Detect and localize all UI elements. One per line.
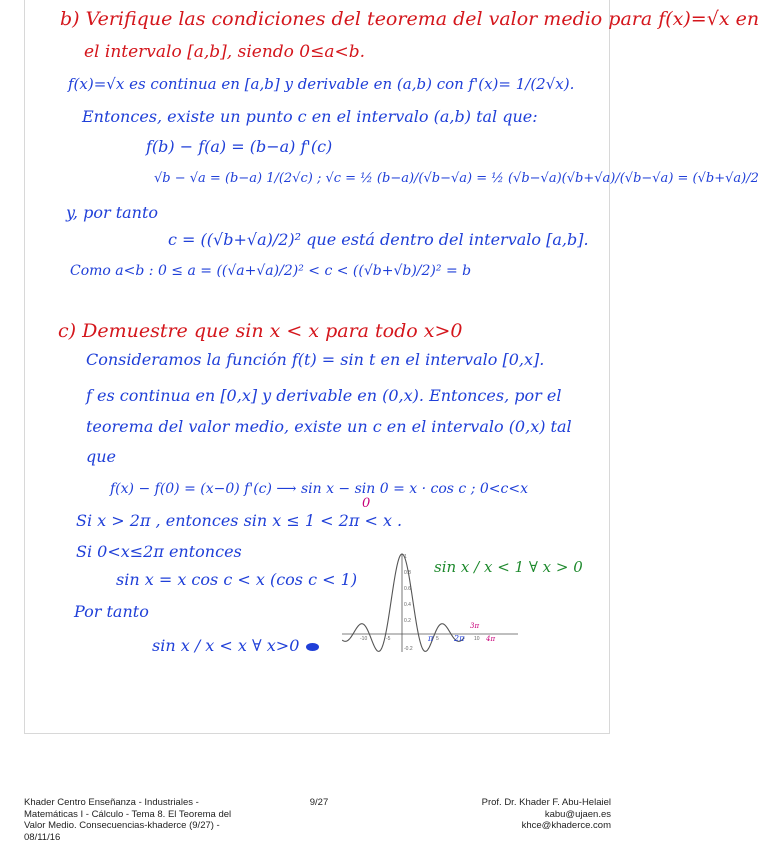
y-tick-0-4: 0.4 [404, 602, 411, 608]
y-tick-1: 1 [404, 554, 407, 560]
b-line-3: y, por tanto [66, 203, 159, 222]
footer-email-1: kabu@ujaen.es [544, 808, 611, 820]
c-line-1: Consideramos la función f(t) = sin t en el intervalo [0,x]. [86, 350, 545, 369]
c-line-2: f es continua en [0,x] y derivable en (0,x). Entonces, por el [86, 386, 562, 405]
b-eq-3: c = ((√b+√a)/2)² que está dentro del intervalo [a,b]. [168, 230, 589, 249]
c-line-4: que [86, 447, 117, 466]
footer-email-2: khce@khaderce.com [521, 820, 611, 831]
pink-3pi: 3π [470, 622, 480, 630]
c-conclusion: sin x / x < x ∀ x>0 [152, 636, 300, 655]
x-tick-neg-10: -10 [360, 636, 368, 642]
green-note: sin x / x < 1 ∀ x > 0 [434, 558, 583, 576]
c-eq-2: sin x = x cos c < x (cos c < 1) [116, 570, 358, 589]
x-tick-10: 10 [474, 636, 480, 642]
footer-left-line-1: Khader Centro Enseñanza - Industriales - [24, 797, 199, 808]
footer-left [24, 797, 274, 843]
footer-left-line-4: 08/11/16 [24, 831, 61, 843]
b-heading: b) Verifique las condiciones del teorema del valor medio para f(x)=√x en [60, 8, 759, 30]
y-tick-neg-0-2: -0.2 [404, 646, 413, 652]
c-line-6: Si 0<x≤2π entonces [76, 542, 242, 561]
x-tick-5: 5 [436, 636, 439, 642]
x-tick-pi: π [428, 634, 434, 643]
c-sin0-zero: 0 [362, 496, 371, 511]
c-eq-1: f(x) − f(0) = (x−0) f'(c) ⟶ sin x − sin 0 = x · cos c ; 0<c<x [110, 481, 528, 497]
y-tick-0-2: 0.2 [404, 618, 411, 624]
b-eq-1: f(b) − f(a) = (b−a) f'(c) [146, 137, 333, 156]
b-eq-2: √b − √a = (b−a) 1/(2√c) ; √c = ½ (b−a)/(√b−√a) = ½ (√b−√a)(√b+√a)/(√b−√a) = (√b+√a)/2 [154, 171, 759, 186]
y-tick-0-6: 0.6 [404, 586, 411, 592]
footer-page-number: 9/27 [309, 797, 329, 808]
c-line-7: Por tanto [74, 602, 149, 621]
c-line-5: Si x > 2π , entonces sin x ≤ 1 < 2π < x . [76, 511, 403, 530]
footer-author: Prof. Dr. Khader F. Abu-Helaiel [481, 797, 611, 808]
b-line-2: Entonces, existe un punto c en el intervalo (a,b) tal que: [82, 107, 538, 126]
c-line-3: teorema del valor medio, existe un c en el intervalo (0,x) tal [86, 417, 572, 436]
pink-4pi: 4π [486, 635, 496, 643]
x-tick-neg-5: -5 [386, 636, 391, 642]
b-heading-cont: el intervalo [a,b], siendo 0≤a<b. [84, 42, 366, 62]
ink-dot [306, 643, 319, 651]
sinc-graph [340, 552, 520, 657]
footer-left-line-2: Matemáticas I - Cálculo - Tema 8. El Teorema del [24, 808, 232, 820]
b-line-4: Como a<b : 0 ≤ a = ((√a+√a)/2)² < c < ((√b+√b)/2)² = b [70, 263, 472, 279]
footer-right [391, 797, 611, 832]
x-tick-2pi: 2π [454, 634, 465, 643]
footer-left-line-3: Valor Medio. Consecuencias-khaderce (9/27) - [24, 820, 220, 831]
c-heading: c) Demuestre que sin x < x para todo x>0 [58, 320, 463, 342]
y-tick-0-8: 0.8 [404, 570, 411, 576]
b-line-1: f(x)=√x es continua en [a,b] y derivable en (a,b) con f'(x)= 1/(2√x). [68, 75, 575, 93]
